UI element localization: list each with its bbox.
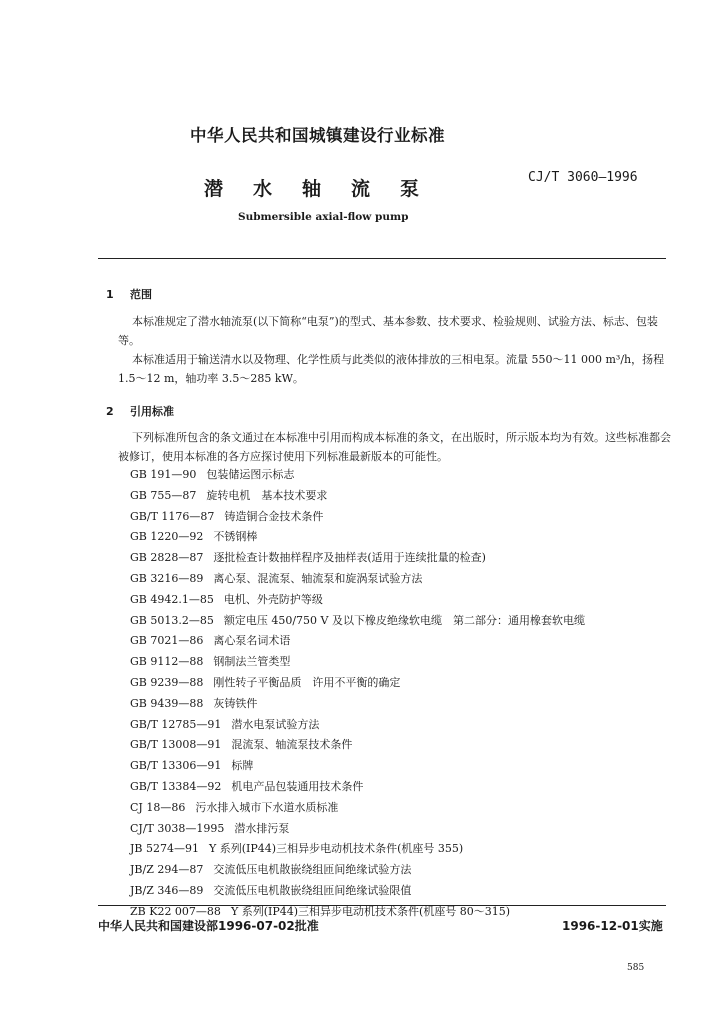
reference-item bbox=[130, 527, 585, 548]
reference-code: JB/Z 346—89 bbox=[130, 883, 204, 897]
reference-item bbox=[130, 611, 585, 632]
section-heading bbox=[106, 286, 152, 302]
reference-code: GB 4942.1—85 bbox=[130, 592, 214, 606]
reference-item bbox=[130, 694, 585, 715]
reference-title: 铸造铜合金技术条件 bbox=[224, 509, 324, 523]
reference-code: GB 9439—88 bbox=[130, 696, 204, 710]
section-title: 范围 bbox=[130, 288, 152, 301]
reference-title: 潜水电泵试验方法 bbox=[231, 717, 320, 731]
reference-code: GB/T 13384—92 bbox=[130, 779, 222, 793]
reference-item bbox=[130, 715, 585, 736]
reference-title: 交流低压电机散嵌绕组匝间绝缘试验方法 bbox=[213, 863, 412, 877]
reference-title: 逐批检查计数抽样程序及抽样表(适用于连续批量的检查) bbox=[213, 551, 486, 565]
section-heading bbox=[106, 403, 174, 419]
reference-code: GB 755—87 bbox=[130, 488, 197, 502]
reference-code: GB/T 13008—91 bbox=[130, 738, 222, 752]
reference-title: 包装储运图示标志 bbox=[206, 468, 295, 481]
reference-item bbox=[130, 590, 585, 611]
reference-title: Y 系列(IP44)三相异步电动机技术条件(机座号 355) bbox=[208, 842, 464, 856]
reference-code: GB 191—90 bbox=[130, 468, 197, 481]
header-divider bbox=[98, 258, 666, 259]
reference-code: GB/T 13306—91 bbox=[130, 759, 222, 773]
reference-item bbox=[130, 631, 585, 652]
reference-item bbox=[130, 735, 585, 756]
paragraph: 本标准规定了潜水轴流泵(以下简称“电泵”)的型式、基本参数、技术要求、检验规则、试验方法、标志、包装等。 bbox=[118, 315, 658, 347]
footer-divider bbox=[98, 905, 666, 906]
reference-title: 不锈钢棒 bbox=[213, 530, 258, 544]
reference-code: GB/T 12785—91 bbox=[130, 717, 222, 731]
implementation-date: 1996-12-01实施 bbox=[562, 919, 663, 933]
reference-title: 机电产品包装通用技术条件 bbox=[231, 779, 364, 793]
reference-title: Y 系列(IP44)三相异步电动机技术条件(机座号 80～315) bbox=[230, 904, 511, 918]
reference-code: GB 3216—89 bbox=[130, 571, 204, 585]
section-title: 引用标准 bbox=[130, 405, 174, 418]
reference-title: 刚性转子平衡品质 许用不平衡的确定 bbox=[213, 675, 401, 689]
standard-category: 中华人民共和国城镇建设行业标准 bbox=[190, 126, 445, 145]
reference-title: 潜水排污泵 bbox=[234, 821, 290, 835]
reference-item bbox=[130, 777, 585, 798]
reference-code: CJ/T 3038—1995 bbox=[130, 821, 225, 835]
reference-code: ZB K22 007—88 bbox=[130, 904, 221, 918]
reference-code: JB 5274—91 bbox=[130, 842, 199, 856]
paragraph: 本标准适用于输送清水以及物理、化学性质与此类似的液体排放的三相电泵。流量 550～11 000 m³/h，扬程 1.5～12 m，轴功率 3.5～285 kW。 bbox=[118, 353, 665, 385]
reference-code: GB 1220—92 bbox=[130, 530, 204, 544]
reference-code: GB 7021—86 bbox=[130, 634, 204, 648]
reference-code: GB 9239—88 bbox=[130, 675, 204, 689]
reference-title: 离心泵名词术语 bbox=[213, 634, 291, 648]
reference-title: 交流低压电机散嵌绕组匝间绝缘试验限值 bbox=[213, 883, 412, 897]
reference-code: GB 5013.2—85 bbox=[130, 613, 214, 627]
reference-item bbox=[130, 569, 585, 590]
reference-title: 钢制法兰管类型 bbox=[213, 655, 291, 669]
reference-item bbox=[130, 819, 585, 840]
reference-code: GB 9112—88 bbox=[130, 655, 204, 669]
reference-item bbox=[130, 507, 585, 528]
english-title: Submersible axial-flow pump bbox=[238, 211, 409, 223]
reference-title: 灰铸铁件 bbox=[213, 696, 258, 710]
reference-item bbox=[130, 839, 585, 860]
reference-title: 旋转电机 基本技术要求 bbox=[206, 488, 328, 502]
standard-code: CJ/T 3060—1996 bbox=[528, 170, 638, 185]
reference-code: GB 2828—87 bbox=[130, 551, 204, 565]
reference-item bbox=[130, 860, 585, 881]
reference-title: 标牌 bbox=[231, 759, 254, 773]
reference-item bbox=[130, 652, 585, 673]
reference-title: 电机、外壳防护等级 bbox=[223, 592, 323, 606]
page-number: 585 bbox=[627, 963, 645, 973]
reference-item bbox=[130, 881, 585, 902]
reference-list bbox=[130, 465, 585, 923]
reference-item bbox=[130, 798, 585, 819]
reference-item bbox=[130, 548, 585, 569]
section-number: 1 bbox=[106, 288, 114, 301]
reference-title: 额定电压 450/750 V 及以下橡皮绝缘软电缆 第二部分：通用橡套软电缆 bbox=[223, 613, 585, 627]
reference-title: 离心泵、混流泵、轴流泵和旋涡泵试验方法 bbox=[213, 571, 423, 585]
reference-item bbox=[130, 465, 585, 486]
reference-code: JB/Z 294—87 bbox=[130, 863, 204, 877]
reference-title: 污水排入城市下水道水质标准 bbox=[195, 800, 339, 814]
reference-item bbox=[130, 486, 585, 507]
reference-code: CJ 18—86 bbox=[130, 800, 186, 814]
approval-text: 中华人民共和国建设部1996-07-02批准 bbox=[98, 919, 319, 933]
reference-code: GB/T 1176—87 bbox=[130, 509, 215, 523]
reference-item bbox=[130, 673, 585, 694]
paragraph: 下列标准所包含的条文通过在本标准中引用而构成本标准的条文，在出版时，所示版本均为有效。这些标准都会被修订，使用本标准的各方应探讨使用下列标准最新版本的可能性。 bbox=[118, 431, 671, 463]
reference-title: 混流泵、轴流泵技术条件 bbox=[231, 738, 353, 752]
reference-item bbox=[130, 756, 585, 777]
document-title: 潜水轴流泵 bbox=[204, 178, 450, 200]
section-number: 2 bbox=[106, 405, 114, 418]
